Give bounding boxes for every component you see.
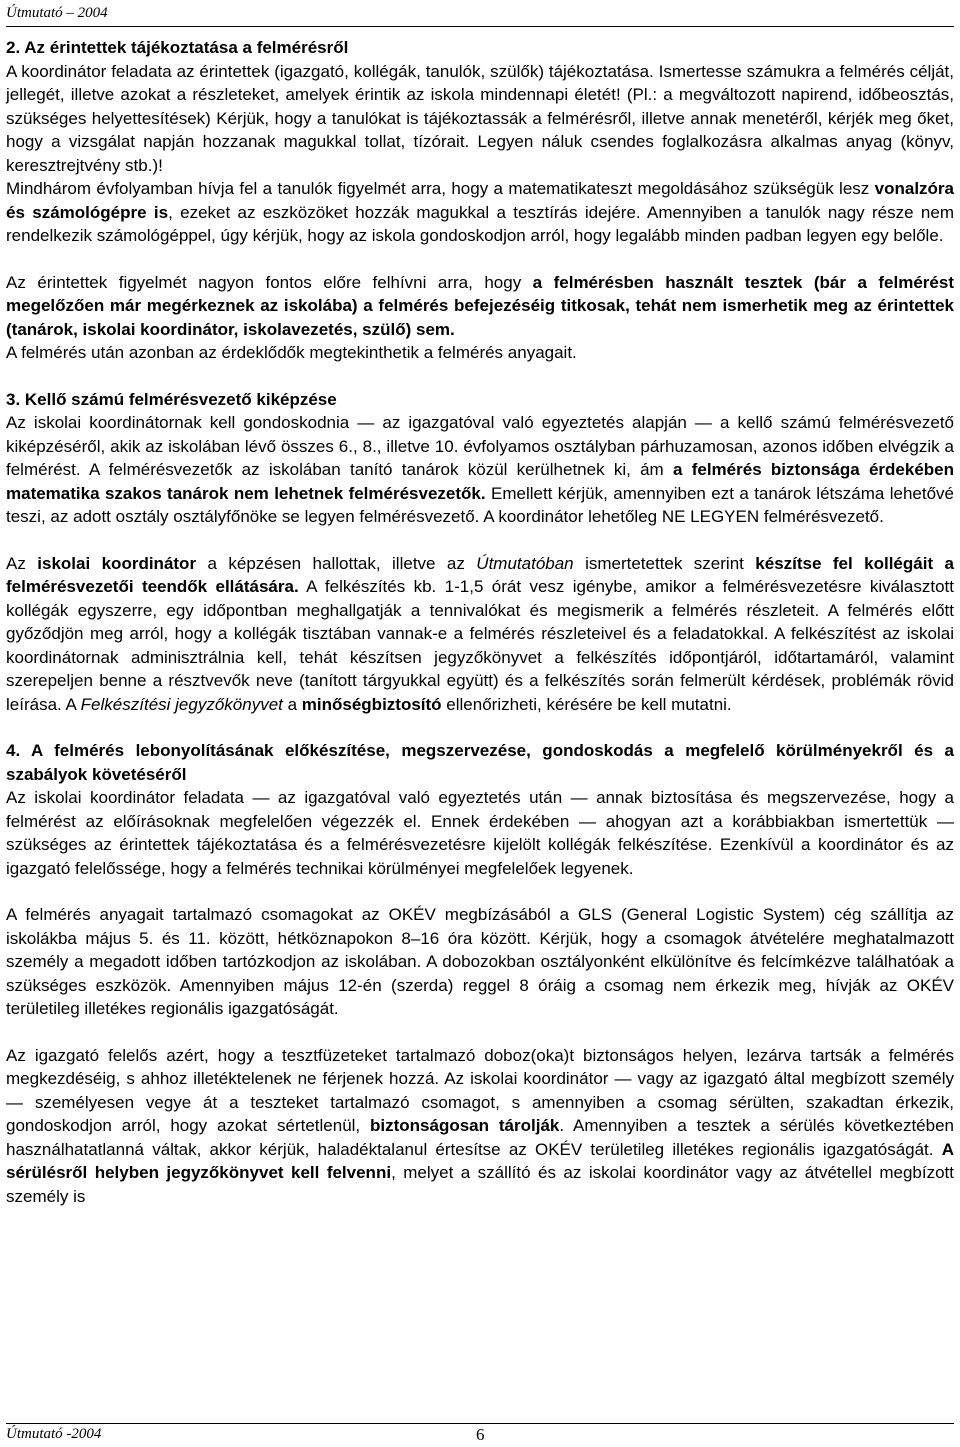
spacer	[6, 880, 954, 903]
section-4-paragraph-1: Az iskolai koordinátor feladata — az igazgatóval való egyeztetés után — annak biztosítása és megszervezése, hogy a felmérést az előírásoknak megfelelően végezzék el. Ennek érdekében — ahogyan azt a korábbiakban ismertettük — szükséges az érintettek tájékoztatása és a felmérésvezetésre kijelölt kollégák felkészítése. Ezenkívül a koordinátor és az igazgató felelőssége, hogy a felmérés technikai körülményei megfelelőek legyenek.	[6, 788, 954, 878]
text-run: A felkészítés kb. 1-1,5 órát vesz igénybe, amikor a felmérésvezetésre kiválasztott kollégák egyszerre, egy időpontban meghallgatják a tennivalókat és megismerik a felmérés részleteit. A felmérés előtt győződjön meg arról, hogy a kollégák tisztában vannak-e a felmérés részleteivel és a feladatokkal. A felkészítést az iskolai koordinátornak adminisztrálnia kell, tehát készítsen jegyzőkönyvet a felkészítés időpontjáról, időtartamáról, valamint szerepeljen benne a résztvevők neve (tanított tárgyukkal együtt) és a felkészítés során felmerült kérdések, problémák rövid leírása. A	[6, 577, 954, 714]
spacer	[6, 248, 954, 271]
section-4-title: 4. A felmérés lebonyolításának előkészítése, megszervezése, gondoskodás a megfelelő körülményekről és a szabályok követéséről	[6, 741, 954, 784]
document-body	[6, 36, 954, 1208]
text-run: Az igazgató felelős azért, hogy a tesztfüzeteket tartalmazó doboz(oka)t biztonságos helyen, lezárva tartsák a felmérés megkezdéséig, s ahhoz illetéktelenek ne férjenek hozzá. Az iskolai koordinátor — vagy az igazgató által megbízott személy — személyesen vegye át a teszteket tartalmazó csomagot, s amennyiben a csomag sérülten, szakadtan érkezik, gondoskodjon arról, hogy azokat sértetlenül,	[6, 1045, 954, 1135]
spacer	[6, 529, 954, 552]
section-2-paragraph-1: A koordinátor feladata az érintettek (igazgató, kollégák, tanulók, szülők) tájékoztatása. Ismertesse számukra a felmérés célját, jellegét, illetve azokat a részleteket, amelyek érintik az iskola mindennapi életét! (Pl.: a megváltozott napirend, időbeosztás, szükséges helyettesítések) Kérjük, hogy a tanulókat is tájékoztassák a felmérésről, illetve annak menetéről, kérjék meg őket, hogy a vizsgálat napján hozzanak magukkal tollat, tízórait. Legyen náluk csendes foglalkozásra alkalmas anyag (könyv, keresztrejtvény stb.)!	[6, 61, 954, 175]
bold-text: minőségbiztosító	[301, 694, 442, 714]
page-header	[6, 4, 954, 27]
section-3	[6, 388, 954, 717]
header-text: Útmutató – 2004	[6, 5, 108, 21]
bold-text: a felmérés biztonsága érdekében matematika szakos tanárok nem lehetnek felmérésvezetők.	[6, 460, 955, 503]
section-3-paragraph-2	[6, 552, 954, 717]
page-footer	[6, 1423, 954, 1446]
spacer	[6, 365, 954, 388]
text-run: . Amennyiben a tesztek a sérülés következtében használhatatlanná váltak, akkor kérjük, haladéktalanul értesítse az OKÉV területileg illetékes regionális igazgatóságát.	[6, 1116, 955, 1159]
bold-text: iskolai koordinátor	[37, 553, 197, 573]
text-run: a	[282, 694, 302, 714]
section-2-paragraph-4: A felmérés után azonban az érdeklődők megtekinthetik a felmérés anyagait.	[6, 343, 577, 362]
section-2-paragraph-2	[6, 177, 954, 248]
italic-text: Felkészítési jegyzőkönyvet	[80, 694, 283, 714]
text-run: Az iskolai koordinátornak kell gondoskodnia — az igazgatóval való egyeztetés alapján — a kellő számú felmérésvezető kiképzéséről, akik az iskolában lévő összes 6., 8., illetve 10. évfolyamos osztályban párhuzamosan, azonos időben elvégzik a felmérést. A felmérésvezetők az iskolában tanító tanárok közül kerülhetnek ki, ám	[6, 413, 954, 479]
section-2-paragraph-3	[6, 271, 954, 342]
section-2-title: 2. Az érintettek tájékoztatása a felmérésről	[6, 38, 349, 57]
section-4-paragraph-2: A felmérés anyagait tartalmazó csomagokat az OKÉV megbízásából a GLS (General Logistic System) cég szállítja az iskolákba május 5. és 11. között, hétköznapokon 8–16 óra között. Kérjük, hogy a csomagok átvételére meghatalmazott személy a megadott időben tartózkodjon az iskolában. A dobozokban osztályonként elkülönítve és felcímkézve találhatóak a szükséges eszközök. Amennyiben május 12-én (szerda) reggel 8 óráig a csomag nem érkezik meg, hívják az OKÉV területileg illetékes regionális igazgatóságát.	[6, 905, 954, 1018]
text-run: Az érintettek figyelmét nagyon fontos előre felhívni arra, hogy	[6, 272, 533, 292]
text-run: Az	[6, 553, 38, 573]
text-run: ellenőrizheti, kérésére be kell mutatni.	[441, 694, 732, 714]
italic-text: Útmutatóban	[476, 553, 574, 573]
spacer	[6, 1021, 954, 1044]
text-run: , ezeket az eszközöket hozzák magukkal a tesztírás idejére. Amennyiben a tanulók nagy része nem rendelkezik számológéppel, úgy kérjük, hogy az iskola gondoskodjon arról, hogy legalább minden padban legyen egy belőle.	[6, 202, 954, 245]
section-3-paragraph-1	[6, 411, 954, 529]
spacer	[6, 716, 954, 739]
bold-text: készítse fel kollégáit a felmérésvezetői teendők ellátására.	[6, 553, 954, 596]
footer-text: Útmutató -2004	[6, 1426, 102, 1442]
section-3-title: 3. Kellő számú felmérésvezető kiképzése	[6, 389, 337, 409]
text-run: , melyet a szállító és az iskolai koordinátor vagy az átvétellel megbízott személy is	[6, 1163, 954, 1206]
text-run: ismertetettek szerint	[573, 553, 756, 573]
bold-text: vonalzóra és számológépre is	[6, 179, 954, 222]
section-4	[6, 739, 954, 1208]
text-run: Mindhárom évfolyamban hívja fel a tanulók figyelmét arra, hogy a matematikateszt megoldásához szükségük lesz	[6, 179, 875, 198]
bold-text: a felmérésben használt tesztek (bár a felmérést megelőzően már megérkeznek az iskolába) a felmérés befejezéséig titkosak, tehát nem ismerhetik meg az érintettek (tanárok, iskolai koordinátor, iskolavezetés, szülő) sem.	[6, 272, 954, 339]
text-run: a képzésen hallottak, illetve az	[196, 553, 477, 573]
text-run: Emellett kérjük, amennyiben ezt a tanárok létszáma lehetővé teszi, az adott osztály osztályfőnöke se legyen felmérésvezető. A koordinátor lehetőleg NE LEGYEN felmérésvezető.	[6, 483, 954, 526]
section-4-paragraph-3	[6, 1044, 954, 1209]
bold-text: biztonságosan tárolják	[370, 1116, 560, 1135]
bold-text: A sérülésről helyben jegyzőkönyvet kell felvenni	[6, 1139, 954, 1182]
page-number: 6	[476, 1425, 485, 1444]
section-2	[6, 36, 954, 365]
